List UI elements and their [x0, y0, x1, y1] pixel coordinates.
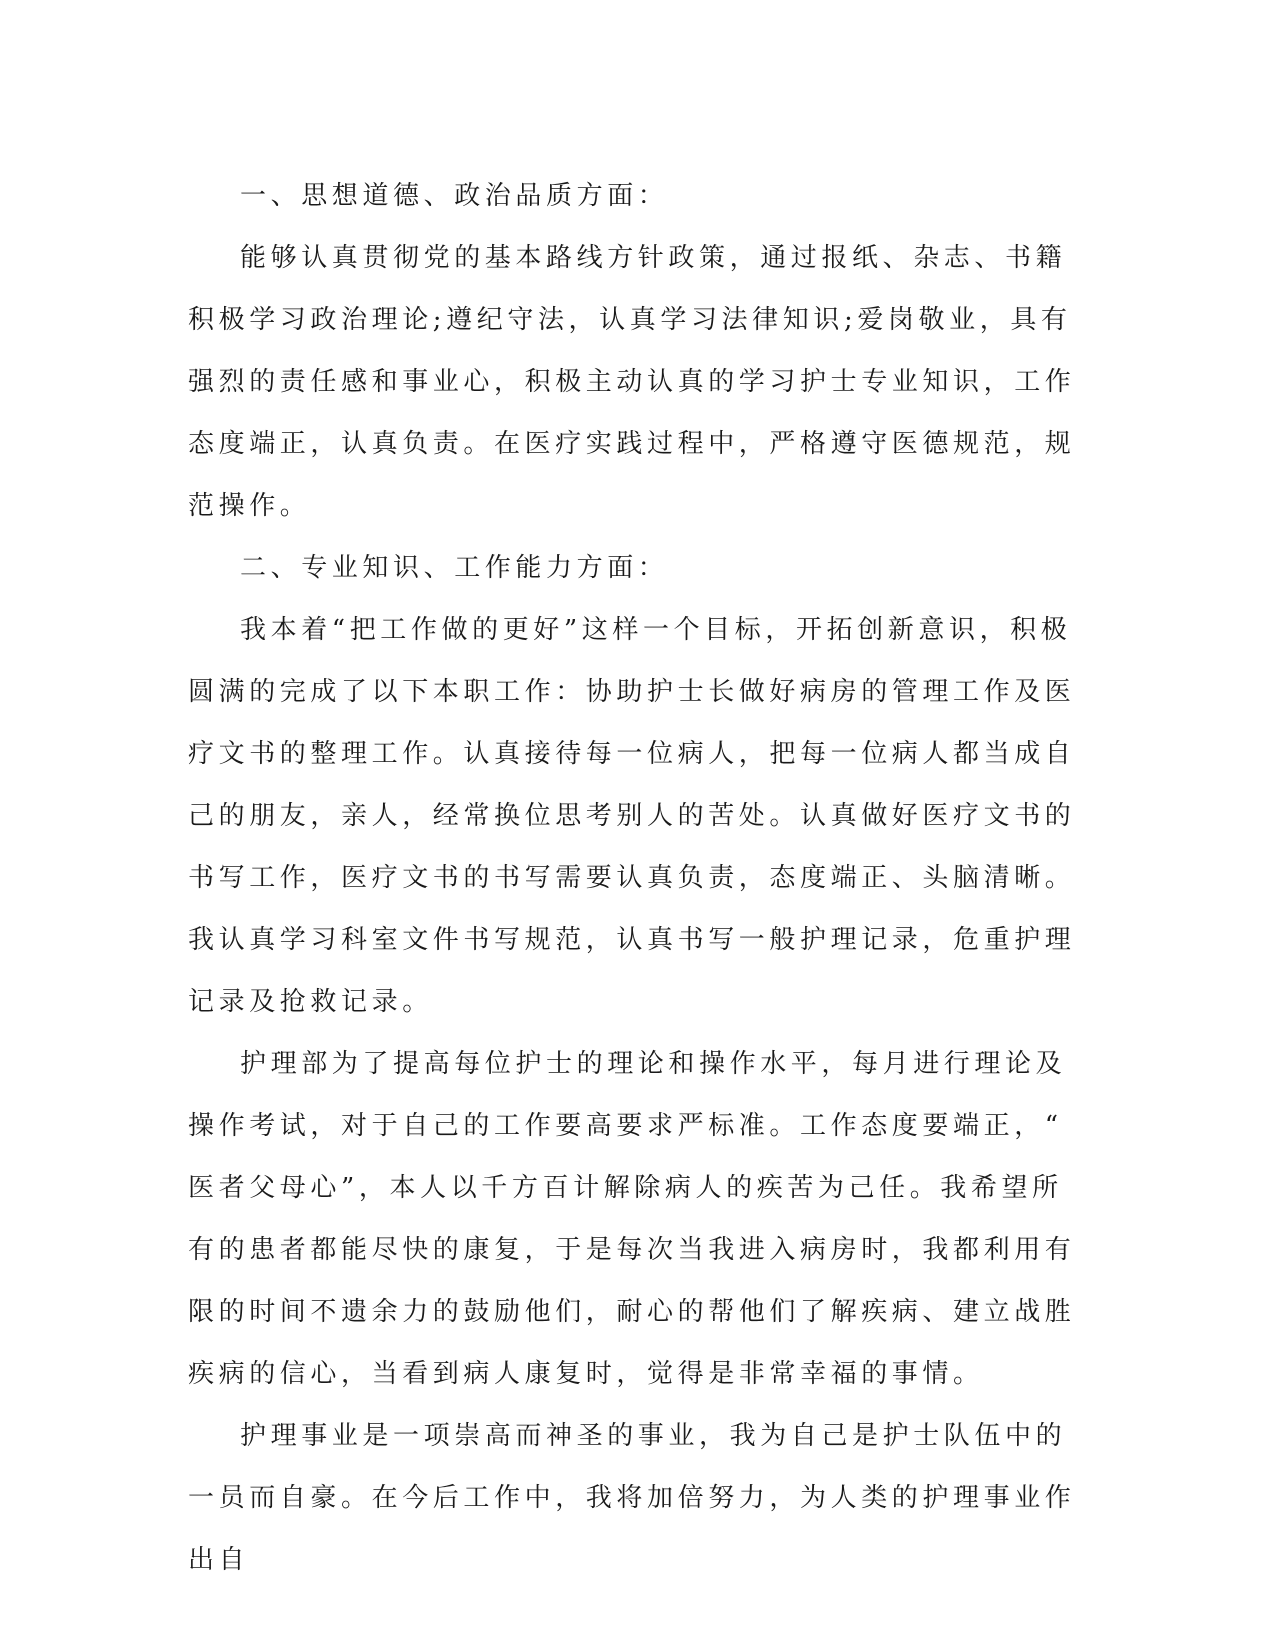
- section-heading-professional: 二、专业知识、工作能力方面：: [240, 553, 669, 583]
- section-heading-ideology: 一、思想道德、政治品质方面：: [240, 181, 669, 211]
- paragraph-nursing-career: 护理事业是一项崇高而神圣的事业，我为自己是护士队伍中的一员而自豪。在今后工作中，我将加倍努力，为人类的护理事业作出自: [188, 1421, 1076, 1575]
- paragraph-ideology-body: 能够认真贯彻党的基本路线方针政策，通过报纸、杂志、书籍积极学习政治理论;遵纪守法，认真学习法律知识;爱岗敬业，具有强烈的责任感和事业心，积极主动认真的学习护士专业知识，工作态度端正，认真负责。在医疗实践过程中，严格遵守医德规范，规范操作。: [188, 243, 1076, 521]
- paragraph-nursing-training: 护理部为了提高每位护士的理论和操作水平，每月进行理论及操作考试，对于自己的工作要高要求严标准。工作态度要端正，“医者父母心”，本人以千方百计解除病人的疾苦为己任。我希望所有的患者都能尽快的康复，于是每次当我进入病房时，我都利用有限的时间不遗余力的鼓励他们，耐心的帮他们了解疾病、建立战胜疾病的信心，当看到病人康复时，觉得是非常幸福的事情。: [188, 1049, 1076, 1389]
- document-body: [188, 165, 1088, 1591]
- paragraph-professional-body: 我本着“把工作做的更好”这样一个目标，开拓创新意识，积极圆满的完成了以下本职工作：协助护士长做好病房的管理工作及医疗文书的整理工作。认真接待每一位病人，把每一位病人都当成自己的朋友，亲人，经常换位思考别人的苦处。认真做好医疗文书的书写工作，医疗文书的书写需要认真负责，态度端正、头脑清晰。我认真学习科室文件书写规范，认真书写一般护理记录，危重护理记录及抢救记录。: [188, 615, 1076, 1017]
